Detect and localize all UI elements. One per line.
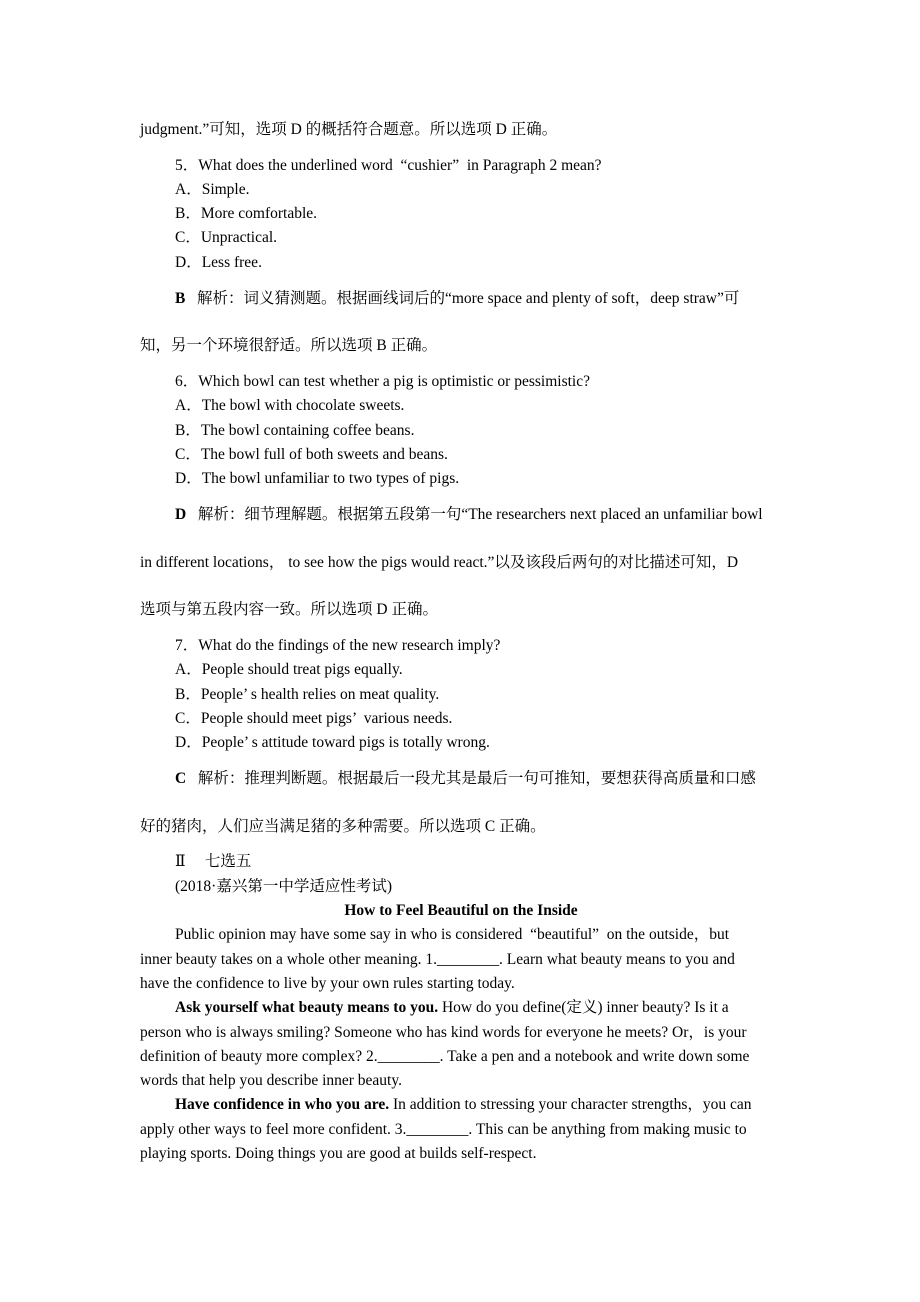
passage-line: inner beauty takes on a whole other meaning. 1.________. Learn what beauty means to you and [140,950,735,968]
passage-line: have the confidence to live by your own rules starting today. [140,974,515,992]
answer-letter: D [175,506,187,524]
analysis-line: 知，另一个环境很舒适。所以选项 B 正确。 [140,337,438,355]
analysis-line: 好的猪肉，人们应当满足猪的多种需要。所以选项 C 正确。 [140,817,546,835]
document-content [140,106,782,1166]
option-b: B．The bowl containing coffee beans. [175,421,415,439]
question-block-6 [140,370,782,634]
passage-title: How to Feel Beautiful on the Inside [344,902,578,920]
question-stem: 6．Which bowl can test whether a pig is optimistic or pessimistic? [175,372,590,390]
answer-letter: C [175,770,187,788]
passage-line: Public opinion may have some say in who is considered “beautiful” on the outside，but [175,926,730,944]
option-c: C．Unpractical. [175,229,278,247]
question-stem: 7．What do the findings of the new research imply? [175,636,501,654]
option-d: D．People’ s attitude toward pigs is totally wrong. [175,734,490,752]
analysis-line [140,491,782,539]
question-block-7 [140,634,782,850]
passage-line [140,996,782,1020]
paragraph-lead: Ask yourself what beauty means to you. [175,999,439,1017]
passage-text: How do you define(定义) inner beauty? Is it a [438,999,729,1017]
question-stem: 5．What does the underlined word “cushier” in Paragraph 2 mean? [175,156,602,174]
option-b: B．More comfortable. [175,205,318,223]
passage-line: person who is always smiling? Someone who has kind words for everyone he meets? Or，is your [140,1023,747,1041]
section-seven-choose-five [140,850,782,1166]
option-a: A．The bowl with chocolate sweets. [175,397,405,415]
option-d: D．The bowl unfamiliar to two types of pigs. [175,470,460,488]
answer-letter: B [175,289,186,307]
passage-line: playing sports. Doing things you are good at builds self-respect. [140,1145,537,1163]
option-b: B．People’ s health relies on meat quality. [175,685,440,703]
passage-line: apply other ways to feel more confident. 3.________. This can be anything from making music to [140,1120,747,1138]
analysis-line: 选项与第五段内容一致。所以选项 D 正确。 [140,601,438,619]
analysis-text: 解析：细节理解题。根据第五段第一句“The researchers next placed an unfamiliar bowl [186,506,763,524]
option-c: C．The bowl full of both sweets and beans. [175,445,448,463]
analysis-text: 解析：词义猜测题。根据画线词后的“more space and plenty of soft，deep straw”可 [185,289,740,307]
option-a: A．Simple. [175,180,250,198]
passage-line: words that help you describe inner beauty. [140,1072,402,1090]
analysis-line: in different locations， to see how the pigs would react.”以及该段后两句的对比描述可知，D [140,553,739,571]
passage-text: In addition to stressing your character strengths，you can [389,1096,752,1114]
analysis-text: 解析：推理判断题。根据最后一段尤其是最后一句可推知，要想获得高质量和口感 [186,770,756,788]
question-block-5 [140,154,782,370]
analysis-line [140,275,782,323]
section-heading: Ⅱ 七选五 [175,853,252,871]
option-a: A．People should treat pigs equally. [175,661,403,679]
option-d: D．Less free. [175,253,262,271]
analysis-line [140,755,782,803]
paragraph-lead: Have confidence in who you are. [175,1096,390,1114]
option-c: C．People should meet pigs’ various needs. [175,709,453,727]
passage-line [140,1093,782,1117]
passage-line: definition of beauty more complex? 2.________. Take a pen and a notebook and write down some [140,1047,750,1065]
analysis-tail-line: judgment.”可知，选项 D 的概括符合题意。所以选项 D 正确。 [140,121,558,138]
exam-source: (2018·嘉兴第一中学适应性考试) [175,877,392,895]
